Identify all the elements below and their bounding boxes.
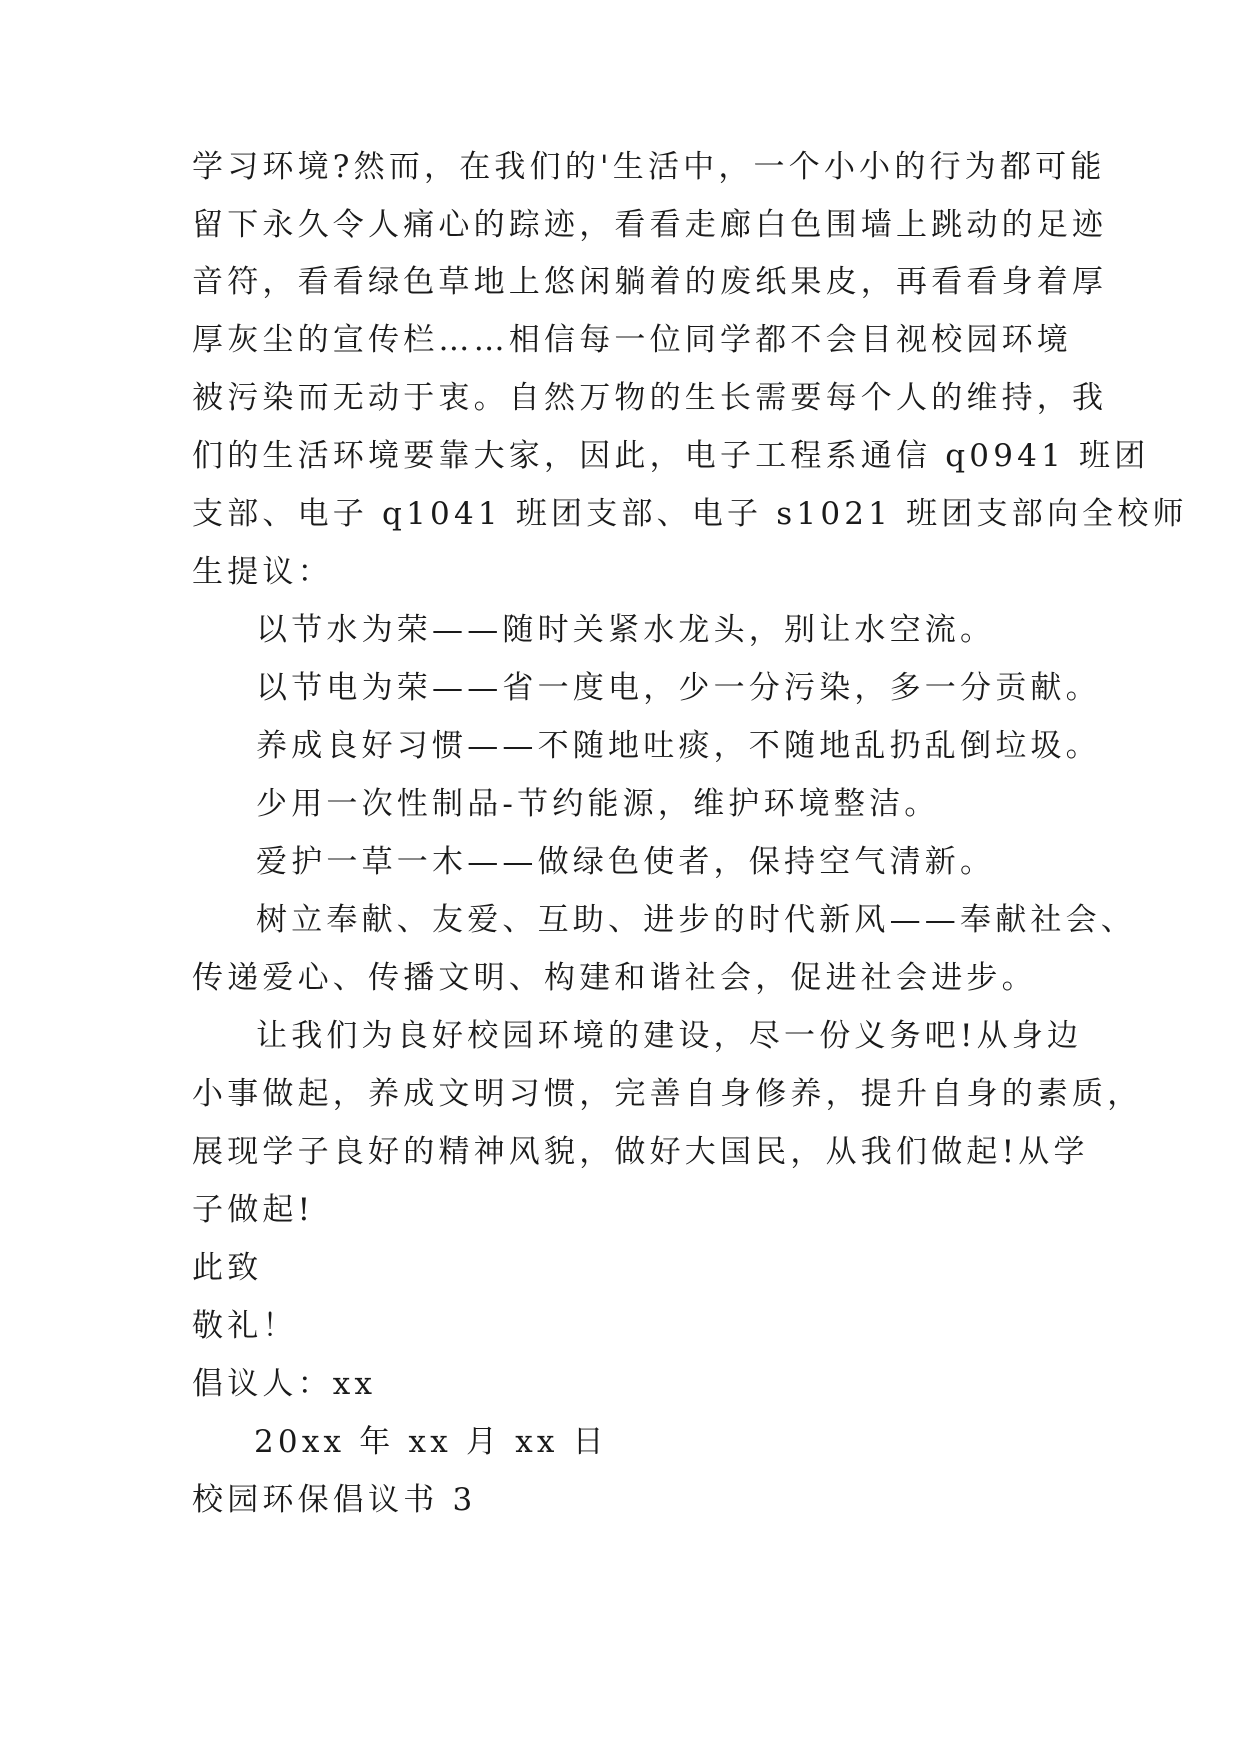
next-section-heading: 校园环保倡议书 3 (192, 1482, 477, 1518)
proposal-electricity: 以节电为荣——省一度电，少一分污染，多一分贡献。 (256, 670, 1101, 706)
closing-date: 20xx 年 xx 月 xx 日 (254, 1424, 608, 1460)
trend-line-2: 传递爱心、传播文明、构建和谐社会，促进社会进步。 (192, 960, 1037, 996)
intro-line-4: 厚灰尘的宣传栏……相信每一位同学都不会目视校园环境 (192, 322, 1072, 358)
proposal-plants: 爱护一草一木——做绿色使者，保持空气清新。 (256, 844, 996, 880)
closing-salutation-1: 此致 (192, 1250, 263, 1286)
intro-line-7: 支部、电子 q1041 班团支部、电子 s1021 班团支部向全校师 (192, 496, 1188, 532)
call-line-4: 子做起! (192, 1192, 315, 1228)
intro-line-1: 学习环境?然而，在我们的'生活中，一个小小的行为都可能 (192, 149, 1106, 185)
intro-line-5: 被污染而无动于衷。自然万物的生长需要每个人的维持，我 (192, 380, 1108, 416)
intro-line-8: 生提议： (192, 554, 333, 590)
call-line-1: 让我们为良好校园环境的建设，尽一份义务吧!从身边 (256, 1018, 1083, 1054)
intro-line-6: 们的生活环境要靠大家，因此，电子工程系通信 q0941 班团 (192, 438, 1150, 474)
intro-line-2: 留下永久令人痛心的踪迹，看看走廊白色围墙上跳动的足迹 (192, 207, 1108, 243)
intro-line-3: 音符，看看绿色草地上悠闲躺着的废纸果皮，再看看身着厚 (192, 264, 1108, 300)
call-line-3: 展现学子良好的精神风貌，做好大国民，从我们做起!从学 (192, 1134, 1089, 1170)
trend-line-1: 树立奉献、友爱、互助、进步的时代新风——奉献社会、 (256, 902, 1136, 938)
closing-signer: 倡议人：xx (192, 1366, 377, 1402)
call-line-2: 小事做起，养成文明习惯，完善自身修养，提升自身的素质， (192, 1076, 1143, 1112)
closing-salutation-2: 敬礼！ (192, 1308, 298, 1344)
proposal-habits: 养成良好习惯——不随地吐痰，不随地乱扔乱倒垃圾。 (256, 728, 1101, 764)
proposal-water: 以节水为荣——随时关紧水龙头，别让水空流。 (256, 612, 996, 648)
proposal-disposables: 少用一次性制品-节约能源，维护环境整洁。 (256, 786, 940, 822)
